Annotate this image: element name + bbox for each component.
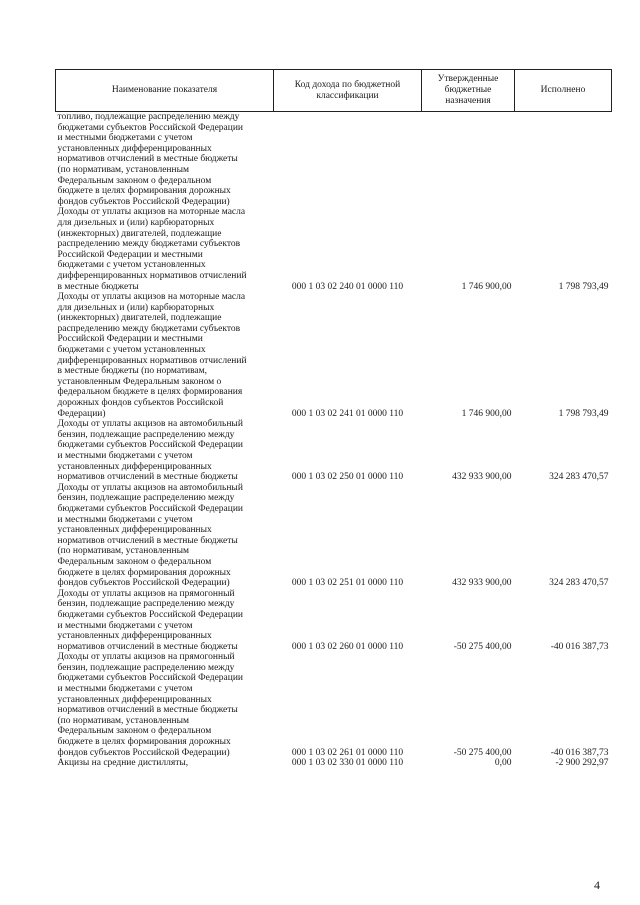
indicator-name-line: дифференцированных нормативов отчислений [57, 355, 247, 366]
indicator-name-cell [56, 292, 274, 419]
indicator-name-cell [56, 652, 274, 758]
executed-amount-cell: 324 283 470,57 [549, 472, 609, 483]
indicator-name-line: (по нормативам, установленным [57, 715, 189, 726]
indicator-name-cell [56, 419, 274, 483]
indicator-name-line: бюджетами субъектов Российской Федерации [57, 673, 244, 684]
income-code-cell: 000 1 03 02 260 01 0000 110 [291, 641, 404, 652]
indicator-name-line: Федеральным законом о федеральном [57, 556, 212, 567]
indicator-name-line: Федеральным законом о федеральном [57, 726, 212, 737]
indicator-name-line: фондов субъектов Российской Федерации) [57, 196, 230, 207]
income-code-cell: 000 1 03 02 240 01 0000 110 [291, 281, 404, 292]
indicator-name-line: нормативов отчислений в местные бюджеты [57, 154, 238, 165]
indicator-name-line: бюджетами с учетом установленных [57, 260, 206, 271]
income-code-cell: 000 1 03 02 250 01 0000 110 [291, 472, 404, 483]
indicator-name-line: (инжекторных) двигателей, подлежащие [57, 313, 222, 324]
approved-amount-cell: 1 746 900,00 [461, 281, 512, 292]
approved-amount-cell: 432 933 900,00 [452, 472, 512, 483]
indicator-name-line: установленных дифференцированных [57, 461, 212, 472]
indicator-name-cell [56, 207, 274, 292]
indicator-name-line: для дизельных и (или) карбюраторных [57, 217, 215, 228]
indicator-name-cell [56, 112, 274, 208]
indicator-name-line: (по нормативам, установленным [57, 164, 189, 175]
approved-amount-cell: 432 933 900,00 [452, 578, 512, 589]
table-row [56, 652, 612, 758]
approved-amount-cell: 1 746 900,00 [461, 408, 512, 419]
table-header-row [56, 70, 612, 112]
indicator-name-line: нормативов отчислений в местные бюджеты [57, 641, 238, 652]
income-code-cell: 000 1 03 02 330 01 0000 110 [291, 758, 404, 769]
indicator-name-line: Российской Федерации и местными [57, 249, 203, 260]
header-executed: Исполнено [515, 70, 612, 112]
table-row [56, 112, 612, 208]
indicator-name-line: Акцизы на средние дистилляты, [57, 758, 189, 769]
indicator-name-line: бюджете в целях формирования дорожных [57, 186, 231, 197]
indicator-name-line: и местными бюджетами с учетом [57, 514, 193, 525]
indicator-name-line: нормативов отчислений в местные бюджеты [57, 472, 238, 483]
indicator-name-line: и местными бюджетами с учетом [57, 451, 193, 461]
executed-amount-cell: -2 900 292,97 [555, 758, 609, 769]
table-row [56, 207, 612, 292]
indicator-name-line: для дизельных и (или) карбюраторных [57, 302, 215, 313]
header-income-code: Код дохода по бюджетной классификации [274, 70, 422, 112]
indicator-name-line: в местные бюджеты (по нормативам, [57, 366, 208, 377]
indicator-name-line: бюджетами с учетом установленных [57, 345, 206, 356]
indicator-name-line: дорожных фондов субъектов Российской [57, 398, 224, 409]
indicator-name-line: нормативов отчислений в местные бюджеты [57, 535, 238, 546]
approved-amount-cell [422, 112, 515, 208]
budget-execution-table [55, 69, 612, 769]
indicator-name-line: и местными бюджетами с учетом [57, 620, 193, 631]
table-row [56, 758, 612, 769]
indicator-name-line: бюджетами субъектов Российской Федерации [57, 609, 244, 620]
indicator-name-line: (по нормативам, установленным [57, 546, 189, 557]
indicator-name-line: и местными бюджетами с учетом [57, 684, 193, 695]
indicator-name-line: Федерации) [57, 408, 106, 419]
table-row [56, 483, 612, 589]
indicator-name-line: установленных дифференцированных [57, 525, 212, 536]
table-body [56, 112, 612, 769]
indicator-name-line: распределению между бюджетами субъектов [57, 323, 241, 334]
indicator-name-line: установленных дифференцированных [57, 694, 212, 705]
indicator-name-line: распределению между бюджетами субъектов [57, 239, 241, 250]
indicator-name-line: бюджете в целях формирования дорожных [57, 567, 231, 578]
approved-amount-cell: 0,00 [494, 758, 512, 769]
executed-amount-cell: -40 016 387,73 [550, 747, 609, 758]
indicator-name-line: фондов субъектов Российской Федерации) [57, 578, 230, 589]
indicator-name-cell [56, 483, 274, 589]
indicator-name-line: (инжекторных) двигателей, подлежащие [57, 228, 222, 239]
indicator-name-line: бюджете в целях формирования дорожных [57, 737, 231, 748]
page-number: 4 [594, 878, 600, 892]
indicator-name-cell [56, 589, 274, 653]
approved-amount-cell: -50 275 400,00 [453, 747, 512, 758]
indicator-name-line: в местные бюджеты [57, 281, 139, 292]
indicator-name-line: Доходы от уплаты акцизов на прямогонный [57, 652, 235, 663]
indicator-name-line: установленным Федеральным законом о [57, 376, 222, 387]
indicator-name-line: Доходы от уплаты акцизов на моторные масла [57, 207, 246, 218]
indicator-name-line: бензин, подлежащие распределению между [57, 599, 235, 610]
indicator-name-line: бюджетами субъектов Российской Федерации [57, 122, 244, 133]
indicator-name-line: бензин, подлежащие распределению между [57, 493, 235, 504]
table-row [56, 292, 612, 419]
indicator-name-line: Доходы от уплаты акцизов на автомобильный [57, 419, 243, 430]
indicator-name-line: дифференцированных нормативов отчислений [57, 270, 247, 281]
executed-amount-cell: 324 283 470,57 [549, 578, 609, 589]
table-row [56, 589, 612, 653]
executed-amount-cell [515, 112, 612, 208]
income-code-cell: 000 1 03 02 251 01 0000 110 [291, 578, 404, 589]
indicator-name-line: установленных дифференцированных [57, 631, 212, 642]
indicator-name-line: Доходы от уплаты акцизов на автомобильный [57, 482, 243, 493]
indicator-name-line: бензин, подлежащие распределению между [57, 429, 235, 440]
indicator-name-line: нормативов отчислений в местные бюджеты [57, 705, 238, 716]
indicator-name-line: бюджетами субъектов Российской Федерации [57, 503, 244, 514]
indicator-name-line: бензин, подлежащие распределению между [57, 662, 235, 673]
income-code-cell: 000 1 03 02 261 01 0000 110 [291, 747, 404, 758]
indicator-name-line: Федеральным законом о федеральном [57, 175, 212, 186]
indicator-name-line: и местными бюджетами с учетом [57, 133, 193, 144]
indicator-name-line: установленных дифференцированных [57, 143, 212, 154]
indicator-name-line: бюджетами субъектов Российской Федерации [57, 440, 244, 451]
indicator-name-line: федеральном бюджете в целях формирования [57, 387, 243, 398]
executed-amount-cell: 1 798 793,49 [558, 281, 609, 292]
indicator-name-line: Российской Федерации и местными [57, 334, 203, 345]
approved-amount-cell: -50 275 400,00 [453, 641, 512, 652]
income-code-cell [274, 112, 422, 208]
table-row [56, 419, 612, 483]
header-approved-appropriations: Утвержденные бюджетные назначения [422, 70, 515, 112]
indicator-name-cell [56, 758, 274, 769]
indicator-name-line: фондов субъектов Российской Федерации) [57, 747, 230, 758]
indicator-name-line: топливо, подлежащие распределению между [57, 112, 240, 122]
indicator-name-line: Доходы от уплаты акцизов на прямогонный [57, 588, 235, 599]
header-indicator-name: Наименование показателя [56, 70, 274, 112]
indicator-name-line: Доходы от уплаты акцизов на моторные масла [57, 292, 246, 303]
executed-amount-cell: 1 798 793,49 [558, 408, 609, 419]
executed-amount-cell: -40 016 387,73 [550, 641, 609, 652]
income-code-cell: 000 1 03 02 241 01 0000 110 [291, 408, 404, 419]
